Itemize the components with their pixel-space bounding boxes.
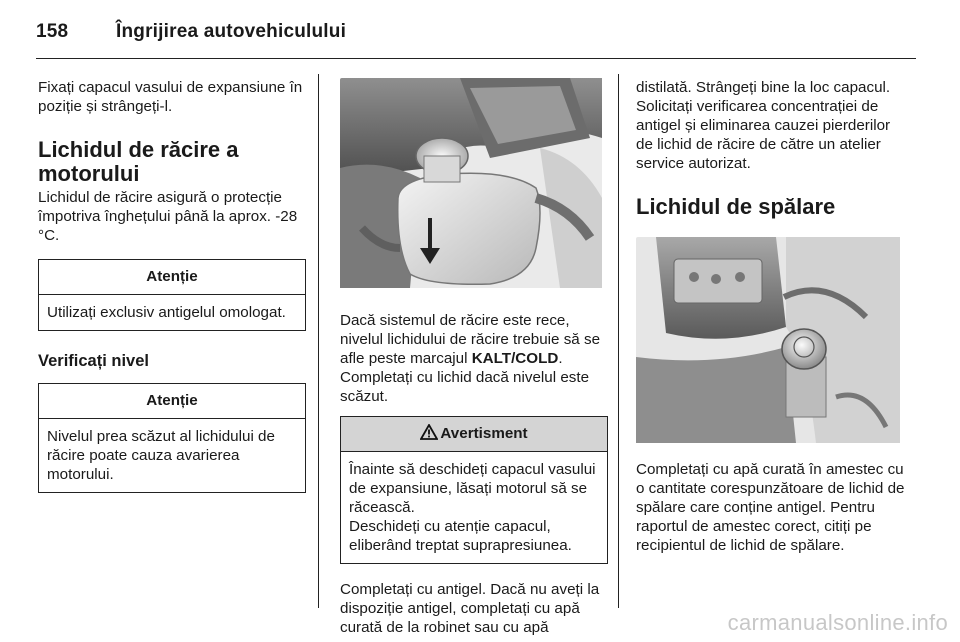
column-left [38, 78, 306, 493]
check-level-title: Verificați nivel [38, 352, 149, 370]
intro-paragraph: Fixați capacul vasului de expansiune în poziție și strângeți-l. [38, 79, 303, 115]
notice-box-1 [38, 259, 306, 331]
page-number: 158 [36, 21, 69, 42]
notice-title: Atenție [39, 384, 305, 419]
warning-text: Înainte să deschideți capacul vasului de expansiune, lăsați motorul să se răcească. Deschideți cu atenție capacul, eliberând treptat suprapresiunea. [349, 461, 596, 554]
coolant-section-title: Lichidul de răcire a motorului [38, 137, 239, 186]
washer-reservoir-image [636, 237, 906, 448]
column-divider-2 [618, 74, 619, 608]
chapter-title: Îngrijirea autovehiculului [116, 21, 347, 42]
notice-text: Utilizați exclusiv antigelul omologat. [47, 304, 286, 321]
column-divider-1 [318, 74, 319, 608]
header-rule [36, 58, 916, 59]
coolant-tank-image [340, 78, 608, 293]
notice-title: Atenție [39, 260, 305, 295]
washer-fluid-title: Lichidul de spălare [636, 194, 836, 219]
washer-fluid-paragraph: Completați cu apă curată în amestec cu o cantitate corespunzătoare de lichid de spălare care conține antigel. Pentru raportul de amestec corect, citiți pe recipientul de lichid de spălare. [636, 461, 905, 554]
notice-box-2 [38, 383, 306, 493]
warning-title: Avertisment [440, 425, 528, 442]
notice-text: Nivelul prea scăzut al lichidului de răcire poate cauza avarierea motorului. [47, 428, 275, 483]
antifreeze-paragraph: Completați cu antigel. Dacă nu aveți la dispoziție antigel, completați cu apă curată de la robinet sau cu apă [340, 581, 600, 636]
coolant-level-paragraph: Dacă sistemul de răcire este rece, nivelul lichidului de răcire trebuie să se afle peste marcajul KALT/COLD. Completați cu lichid dacă nivelul este scăzut. [340, 312, 601, 405]
warning-header [341, 417, 607, 452]
continued-paragraph: distilată. Strângeți bine la loc capacul. Solicitați verificarea concentrației de antigel și eliminarea cauzei pierderilor de lichid de răcire de către un atelier service autorizat. [636, 79, 891, 172]
column-middle [340, 78, 608, 637]
warning-triangle-icon [420, 424, 438, 440]
page-header [36, 12, 916, 52]
watermark: carmanualsonline.info [727, 610, 948, 635]
column-right [636, 78, 906, 555]
kalt-cold-mark: KALT/COLD [471, 350, 559, 367]
coolant-section-text: Lichidul de răcire asigură o protecție împotriva înghețului până la aprox. -28 °C. [38, 189, 298, 244]
warning-box [340, 416, 608, 564]
